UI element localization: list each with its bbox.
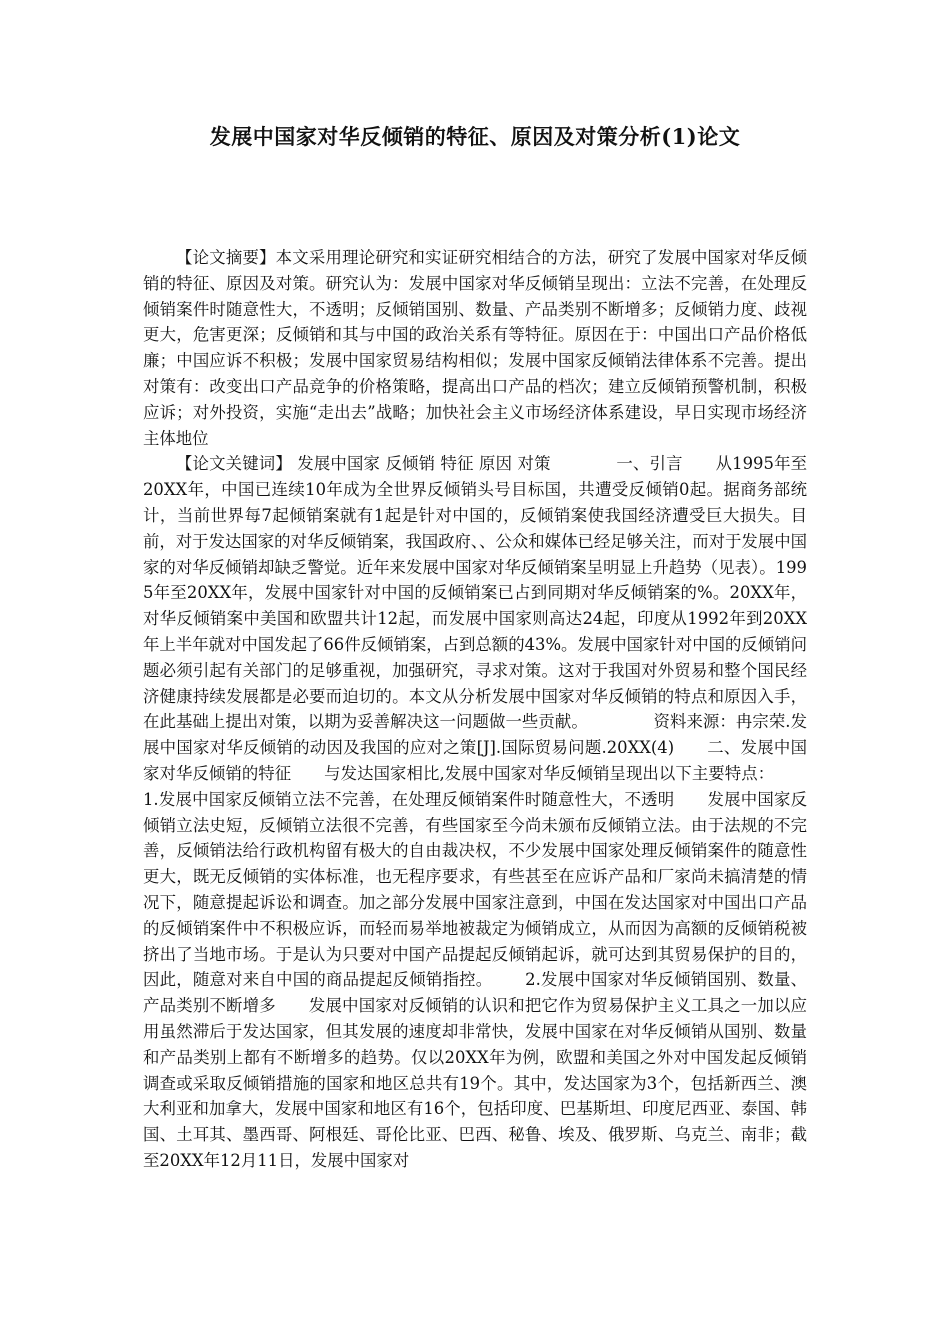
point1-text: 发展中国家反倾销立法史短，反倾销立法很不完善，有些国家至今尚未颁布反倾销立法。由于法规的不完善，反倾销法给行政机构留有极大的自由裁决权，不少发展中国家处理反倾销案件的随意性更大，既无反倾销的实体标准，也无程序要求，有些甚至在应诉产品和厂家尚未搞清楚的情况下，随意提起诉讼和调查。加之部分发展中国家注意到，中国在发达国家对中国出口产品的反倾销案件中不积极应诉，而轻而易举地被裁定为倾销成立，从而因为高额的反倾销税被挤出了当地市场。于是认为只要对中国产品提起反倾销起诉，就可达到其贸易保护的目的，因此，随意对来自中国的商品提起反倾销指控。 bbox=[143, 789, 808, 990]
point1-heading: 1.发展中国家反倾销立法不完善，在处理反倾销案件时随意性大，不透明 bbox=[143, 789, 675, 809]
abstract-text: 本文采用理论研究和实证研究相结合的方法，研究了发展中国家对华反倾销的特征、原因及对策。研究认为：发展中国家对华反倾销呈现出：立法不完善，在处理反倾销案件时随意性大，不透明；反倾销国别、数量、产品类别不断增多；反倾销力度、歧视更大，危害更深；反倾销和其与中国的政治关系有等特征。原因在于：中国出口产品价格低廉；中国应诉不积极；发展中国家贸易结构相似；发展中国家反倾销法律体系不完善。提出对策有：改变出口产品竞争的价格策略，提高出口产品的档次；建立反倾销预警机制，积极应诉；对外投资，实施“走出去”战略；加快社会主义市场经济体系建设，早日实现市场经济主体地位 bbox=[143, 248, 808, 448]
source-text: 资料来源：冉宗荣.发展中国家对华反倾销的动因及我国的应对之策[J].国际贸易问题.20XX(4) bbox=[143, 712, 807, 758]
section2-heading: 二、发展中国家对华反倾销的特征 bbox=[143, 738, 807, 783]
section1-heading: 一、引言 bbox=[616, 454, 683, 474]
document-body bbox=[143, 245, 807, 1174]
abstract-label: 【论文摘要】 bbox=[176, 248, 276, 267]
keywords-text: 发展中国家 反倾销 特征 原因 对策 bbox=[297, 454, 551, 474]
keywords-label: 【论文关键词】 bbox=[175, 454, 292, 474]
point2-text: 发展中国家对反倾销的认识和把它作为贸易保护主义工具之一加以应用虽然滞后于发达国家，但其发展的速度却非常快，发展中国家在对华反倾销从国别、数量和产品类别上都有不断增多的趋势。仅以20XX年为例，欧盟和美国之外对中国发起反倾销调查或采取反倾销措施的国家和地区总共有19个。其中，发达国家为3个，包括新西兰、澳大利亚和加拿大，发展中国家和地区有16个，包括印度、巴基斯坦、印度尼西亚、泰国、韩国、土耳其、墨西哥、阿根廷、哥伦比亚、巴西、秘鲁、埃及、俄罗斯、乌克兰、南非；截至20XX年12月11日，发展中国家对 bbox=[143, 996, 808, 1170]
point2-heading: 2.发展中国家对华反倾销国别、数量、产品类别不断增多 bbox=[143, 970, 807, 1016]
section2-intro: 与发达国家相比,发展中国家对华反倾销呈现出以下主要特点： bbox=[324, 763, 775, 783]
document-title: 发展中国家对华反倾销的特征、原因及对策分析(1)论文 bbox=[209, 124, 741, 149]
section1-text: 从1995年至20XX年，中国已连续10年成为全世界反倾销头号目标国，共遭受反倾销0起。据商务部统计，当前世界每7起倾销案就有1起是针对中国的，反倾销案使我国经济遭受巨大损失。目前，对于发达国家的对华反倾销案，我国政府、、公众和媒体已经足够关注，而对于发展中国家的对华反倾销却缺乏警觉。近年来发展中国家对华反倾销案呈明显上升趋势（见表）。1995年至20XX年，发展中国家针对中国的反倾销案已占到同期对华反倾销案的%。20XX年，对华反倾销案中美国和欧盟共计12起，而发展中国家则高达24起，印度从1992年到20XX 年上半年就对中国发起了66件反倾销案，占到总额的43%。发展中国家针对中国的反倾销问题必须引起有关部门的足够重视，加强研究，寻求对策。这对于我国对外贸易和整个国民经济健康持续发展都是必要而迫切的。本文从分析发展中国家对华反倾销的特点和原因入手，在此基础上提出对策，以期为妥善解决这一问题做一些贡献。 bbox=[143, 454, 808, 732]
